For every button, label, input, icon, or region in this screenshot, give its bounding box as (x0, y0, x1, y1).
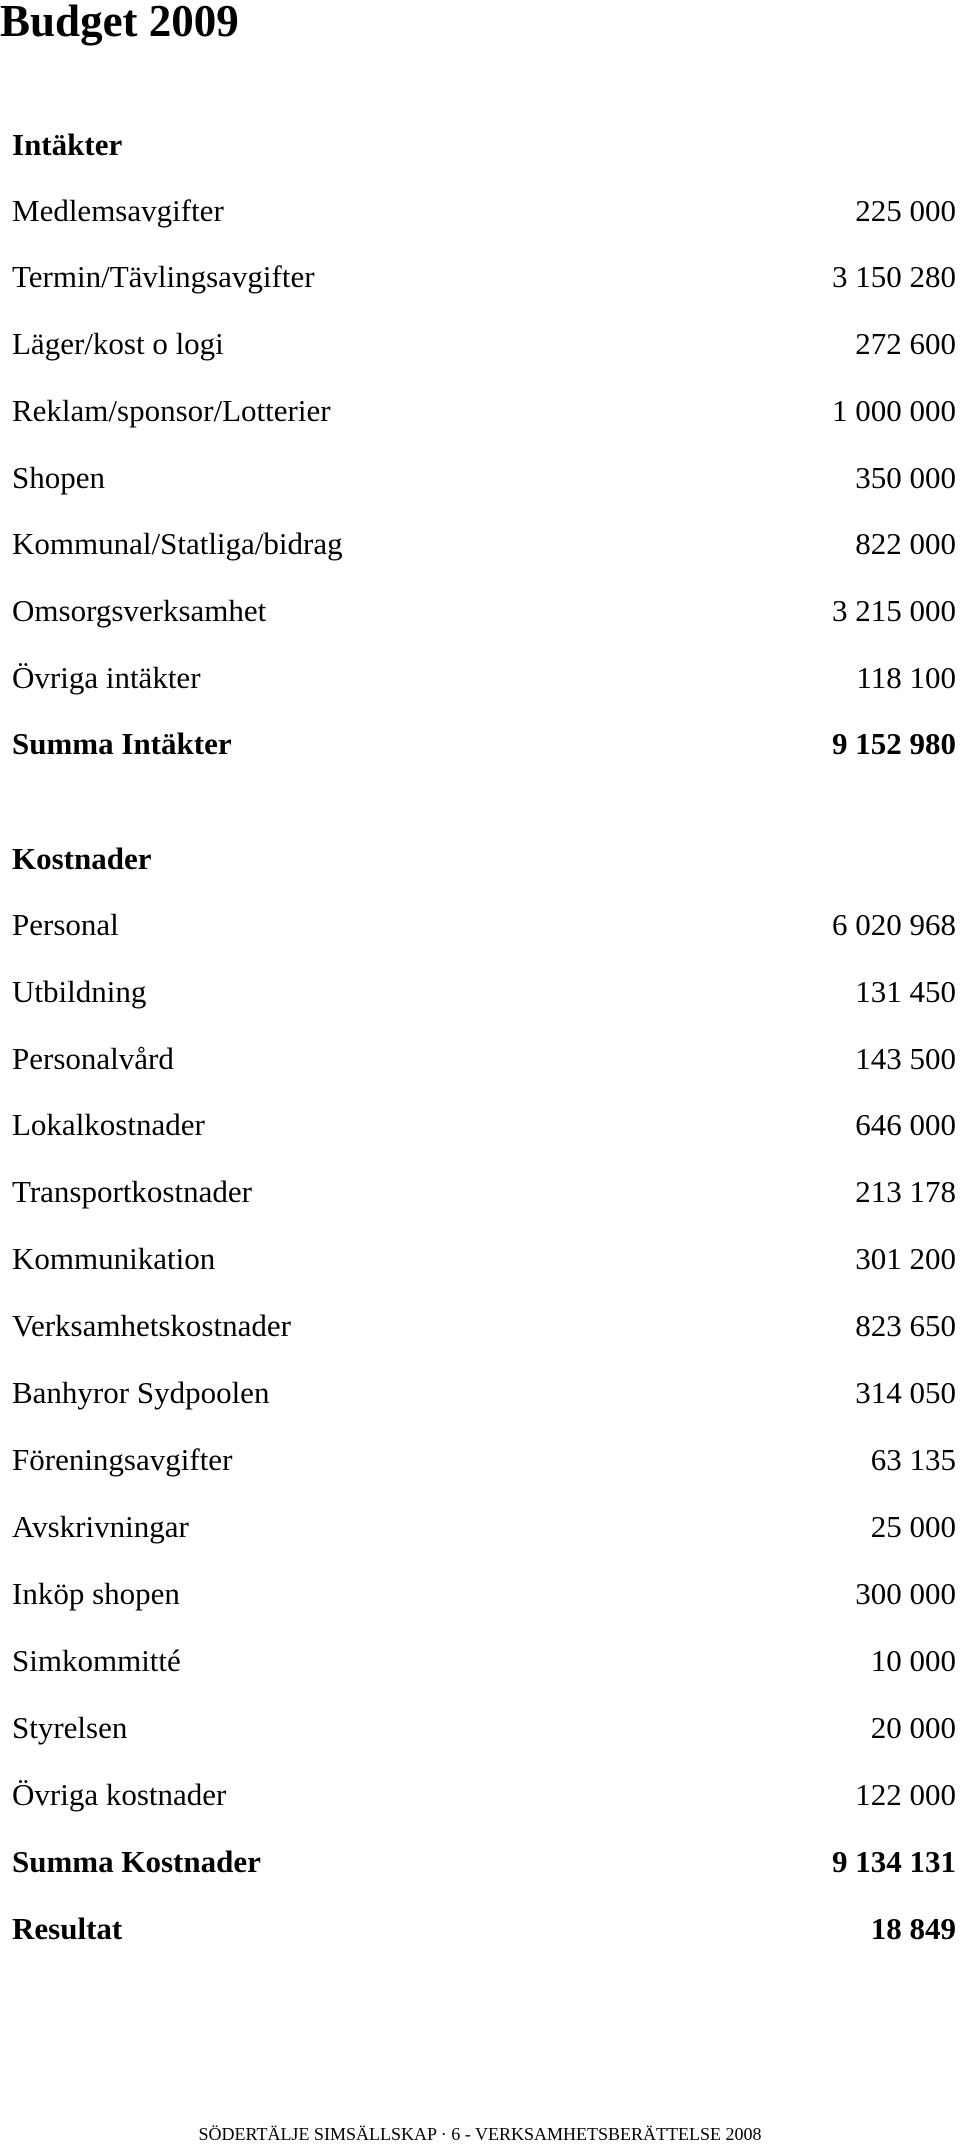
income-value: 3 150 280 (832, 259, 956, 294)
income-label: Övriga intäkter (12, 660, 201, 695)
cost-label: Övriga kostnader (12, 1777, 227, 1812)
income-row (12, 325, 956, 362)
cost-value: 122 000 (855, 1777, 956, 1812)
cost-value: 25 000 (870, 1509, 956, 1544)
cost-label: Avskrivningar (12, 1509, 189, 1544)
cost-label: Transportkostnader (12, 1174, 252, 1209)
cost-value: 823 650 (855, 1308, 956, 1343)
cost-label: Inköp shopen (12, 1576, 180, 1611)
cost-row (12, 906, 956, 943)
income-label: Termin/Tävlingsavgifter (12, 259, 315, 294)
cost-row (12, 1173, 956, 1210)
cost-row (12, 1508, 956, 1545)
cost-row (12, 1642, 956, 1679)
cost-label: Styrelsen (12, 1710, 128, 1745)
cost-value: 10 000 (870, 1643, 956, 1678)
cost-row (12, 1575, 956, 1612)
income-row (12, 258, 956, 295)
cost-row (12, 1709, 956, 1746)
cost-value: 143 500 (855, 1041, 956, 1076)
cost-value: 646 000 (855, 1107, 956, 1142)
income-value: 1 000 000 (832, 393, 956, 428)
cost-label: Simkommitté (12, 1643, 181, 1678)
costs-total-row (12, 1843, 956, 1880)
income-row (12, 592, 956, 629)
income-value: 822 000 (855, 526, 956, 561)
result-value: 18 849 (870, 1911, 956, 1946)
income-total-value: 9 152 980 (832, 726, 956, 761)
income-row (12, 525, 956, 562)
costs-total-label: Summa Kostnader (12, 1844, 261, 1879)
cost-row (12, 1441, 956, 1478)
cost-value: 213 178 (855, 1174, 956, 1209)
cost-row (12, 1040, 956, 1077)
income-label: Kommunal/Statliga/bidrag (12, 526, 343, 561)
income-row (12, 392, 956, 429)
cost-value: 300 000 (855, 1576, 956, 1611)
income-heading: Intäkter (12, 127, 123, 162)
cost-row (12, 1374, 956, 1411)
cost-row (12, 1776, 956, 1813)
cost-value: 20 000 (870, 1710, 956, 1745)
result-label: Resultat (12, 1911, 123, 1946)
income-label: Medlemsavgifter (12, 193, 224, 228)
income-label: Reklam/sponsor/Lotterier (12, 393, 331, 428)
income-value: 118 100 (856, 660, 956, 695)
cost-value: 63 135 (870, 1442, 956, 1477)
cost-value: 314 050 (855, 1375, 956, 1410)
cost-row (12, 1240, 956, 1277)
cost-label: Banhyror Sydpoolen (12, 1375, 270, 1410)
page-title: Budget 2009 (0, 0, 239, 46)
income-total-label: Summa Intäkter (12, 726, 232, 761)
cost-label: Personal (12, 907, 119, 942)
result-row (12, 1910, 956, 1947)
income-row (12, 192, 956, 229)
cost-row (12, 1307, 956, 1344)
cost-value: 6 020 968 (832, 907, 956, 942)
cost-label: Lokalkostnader (12, 1107, 205, 1142)
cost-label: Kommunikation (12, 1241, 216, 1276)
income-row (12, 459, 956, 496)
cost-label: Personalvård (12, 1041, 174, 1076)
costs-total-value: 9 134 131 (832, 1844, 956, 1879)
income-value: 350 000 (855, 460, 956, 495)
income-label: Shopen (12, 460, 105, 495)
income-value: 272 600 (855, 326, 956, 361)
cost-value: 301 200 (855, 1241, 956, 1276)
cost-label: Verksamhetskostnader (12, 1308, 291, 1343)
cost-row (12, 1106, 956, 1143)
income-value: 225 000 (855, 193, 956, 228)
cost-value: 131 450 (855, 974, 956, 1009)
cost-row (12, 973, 956, 1010)
income-total-row (12, 725, 956, 762)
income-value: 3 215 000 (832, 593, 956, 628)
page-footer: SÖDERTÄLJE SIMSÄLLSKAP · 6 - VERKSAMHETSBERÄTTELSE 2008 (198, 2124, 762, 2144)
costs-heading: Kostnader (12, 841, 152, 876)
income-row (12, 659, 956, 696)
cost-label: Utbildning (12, 974, 147, 1009)
cost-label: Föreningsavgifter (12, 1442, 233, 1477)
income-label: Läger/kost o logi (12, 326, 224, 361)
income-label: Omsorgsverksamhet (12, 593, 267, 628)
